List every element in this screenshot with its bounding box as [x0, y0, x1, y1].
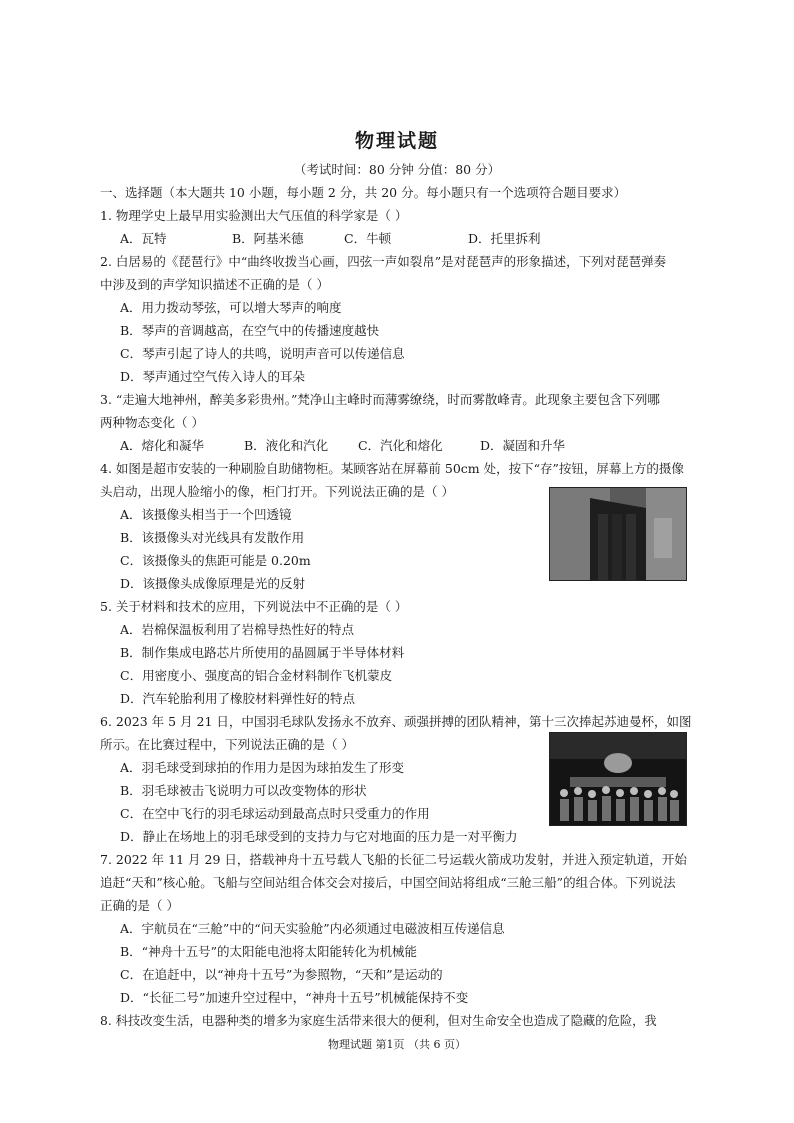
option-c: C．牛顿	[344, 231, 392, 246]
question-8-stem-line-1: 8. 科技改变生活，电器种类的增多为家庭生活带来很大的便利，但对生命安全也造成了隐藏的危险，我	[100, 1014, 657, 1028]
question-4-option-b: B．该摄像头对光线具有发散作用	[120, 530, 305, 545]
option-a: A．瓦特	[120, 231, 167, 246]
question-6-option-c: C．在空中飞行的羽毛球运动到最高点时只受重力的作用	[120, 806, 430, 821]
option-c: C．汽化和熔化	[358, 438, 443, 453]
question-5-stem: 5. 关于材料和技术的应用，下列说法中不正确的是（ ）	[100, 599, 408, 614]
locker-photo	[549, 487, 687, 581]
page-title: 物理试题	[354, 130, 439, 152]
question-4-stem-line-1: 4. 如图是超市安装的一种刷脸自助储物柜。某顾客站在屏幕前 50cm 处，按下“存”按钮，屏幕上方的摄像	[100, 461, 684, 476]
option-d: D．凝固和升华	[480, 438, 566, 453]
exam-info: （考试时间：80 分钟 分值：80 分）	[293, 162, 501, 177]
question-2-option-c: C．琴声引起了诗人的共鸣，说明声音可以传递信息	[120, 346, 405, 361]
question-2-option-d: D．琴声通过空气传入诗人的耳朵	[120, 369, 306, 384]
question-7-option-a: A．宇航员在“三舱”中的“问天实验舱”内必须通过电磁波相互传递信息	[120, 921, 505, 936]
badminton-team-photo	[549, 732, 687, 826]
question-7-option-c: C．在追赶中，以“神舟十五号”为参照物，“天和”是运动的	[120, 967, 443, 982]
question-4-option-d: D．该摄像头成像原理是光的反射	[120, 576, 306, 591]
option-a: A．熔化和凝华	[120, 438, 205, 453]
question-6-option-b: B．羽毛球被击飞说明力可以改变物体的形状	[120, 783, 367, 798]
question-1-stem: 1. 物理学史上最早用实验测出大气压值的科学家是（ ）	[100, 208, 408, 223]
question-6-option-d: D．静止在场地上的羽毛球受到的支持力与它对地面的压力是一对平衡力	[120, 829, 518, 844]
question-7-stem-line-1: 7. 2022 年 11 月 29 日，搭载神舟十五号载人飞船的长征二号运载火箭成功发射，并进入预定轨道，开始	[100, 852, 687, 867]
option-b: B．液化和汽化	[244, 438, 329, 453]
question-2-stem-line-1: 2. 白居易的《琵琶行》中“曲终收拨当心画，四弦一声如裂帛”是对琵琶声的形象描述，下列对琵琶弹奏	[100, 254, 667, 269]
section-heading: 一、选择题（本大题共 10 小题，每小题 2 分，共 20 分。每小题只有一个选项符合题目要求）	[100, 185, 627, 200]
question-7-option-b: B．“神舟十五号”的太阳能电池将太阳能转化为机械能	[120, 944, 417, 959]
question-7-stem-line-3: 正确的是（ ）	[100, 898, 179, 913]
question-2-option-a: A．用力拨动琴弦，可以增大琴声的响度	[120, 300, 342, 315]
question-4-stem-line-2: 头启动，出现人脸缩小的像，柜门打开。下列说法正确的是（ ）	[100, 484, 454, 499]
question-6-option-a: A．羽毛球受到球拍的作用力是因为球拍发生了形变	[120, 760, 405, 775]
question-7-option-d: D．“长征二号”加速升空过程中，“神舟十五号”机械能保持不变	[120, 990, 469, 1005]
question-6-stem-line-1: 6. 2023 年 5 月 21 日，中国羽毛球队发扬永不放弃、顽强拼搏的团队精神，第十三次捧起苏迪曼杯，如图	[100, 714, 692, 729]
locker-illustration	[550, 488, 686, 580]
question-3-stem-line-2: 两种物态变化（ ）	[100, 415, 204, 430]
question-2-stem-line-2: 中涉及到的声学知识描述不正确的是（ ）	[100, 277, 329, 292]
question-1-options	[120, 230, 541, 248]
question-5-option-d: D．汽车轮胎利用了橡胶材料弹性好的特点	[120, 691, 356, 706]
question-2-option-b: B．琴声的音调越高，在空气中的传播速度越快	[120, 323, 380, 338]
team-illustration	[550, 733, 686, 825]
question-7-stem-line-2: 追赶“天和”核心舱。飞船与空间站组合体交会对接后，中国空间站将组成“三舱三船”的组合体。下列说法	[100, 875, 676, 890]
question-5-option-b: B．制作集成电路芯片所使用的晶圆属于半导体材料	[120, 645, 405, 660]
question-4-option-c: C．该摄像头的焦距可能是 0.20m	[120, 553, 311, 568]
question-3-stem-line-1: 3. “走遍大地神州，醉美多彩贵州。”梵净山主峰时而薄雾缭绕，时而雾散峰青。此现象主要包含下列哪	[100, 392, 660, 407]
option-d: D．托里拆利	[468, 231, 541, 246]
question-5-option-c: C．用密度小、强度高的铝合金材料制作飞机蒙皮	[120, 668, 393, 683]
option-b: B．阿基米德	[232, 231, 304, 246]
question-3-options	[120, 437, 565, 455]
page-footer: 物理试题 第1页 （共 6 页）	[328, 1038, 466, 1051]
question-5-option-a: A．岩棉保温板利用了岩棉导热性好的特点	[120, 622, 355, 637]
question-4-option-a: A．该摄像头相当于一个凹透镜	[120, 507, 292, 522]
question-6-stem-line-2: 所示。在比赛过程中，下列说法正确的是（ ）	[100, 737, 354, 752]
